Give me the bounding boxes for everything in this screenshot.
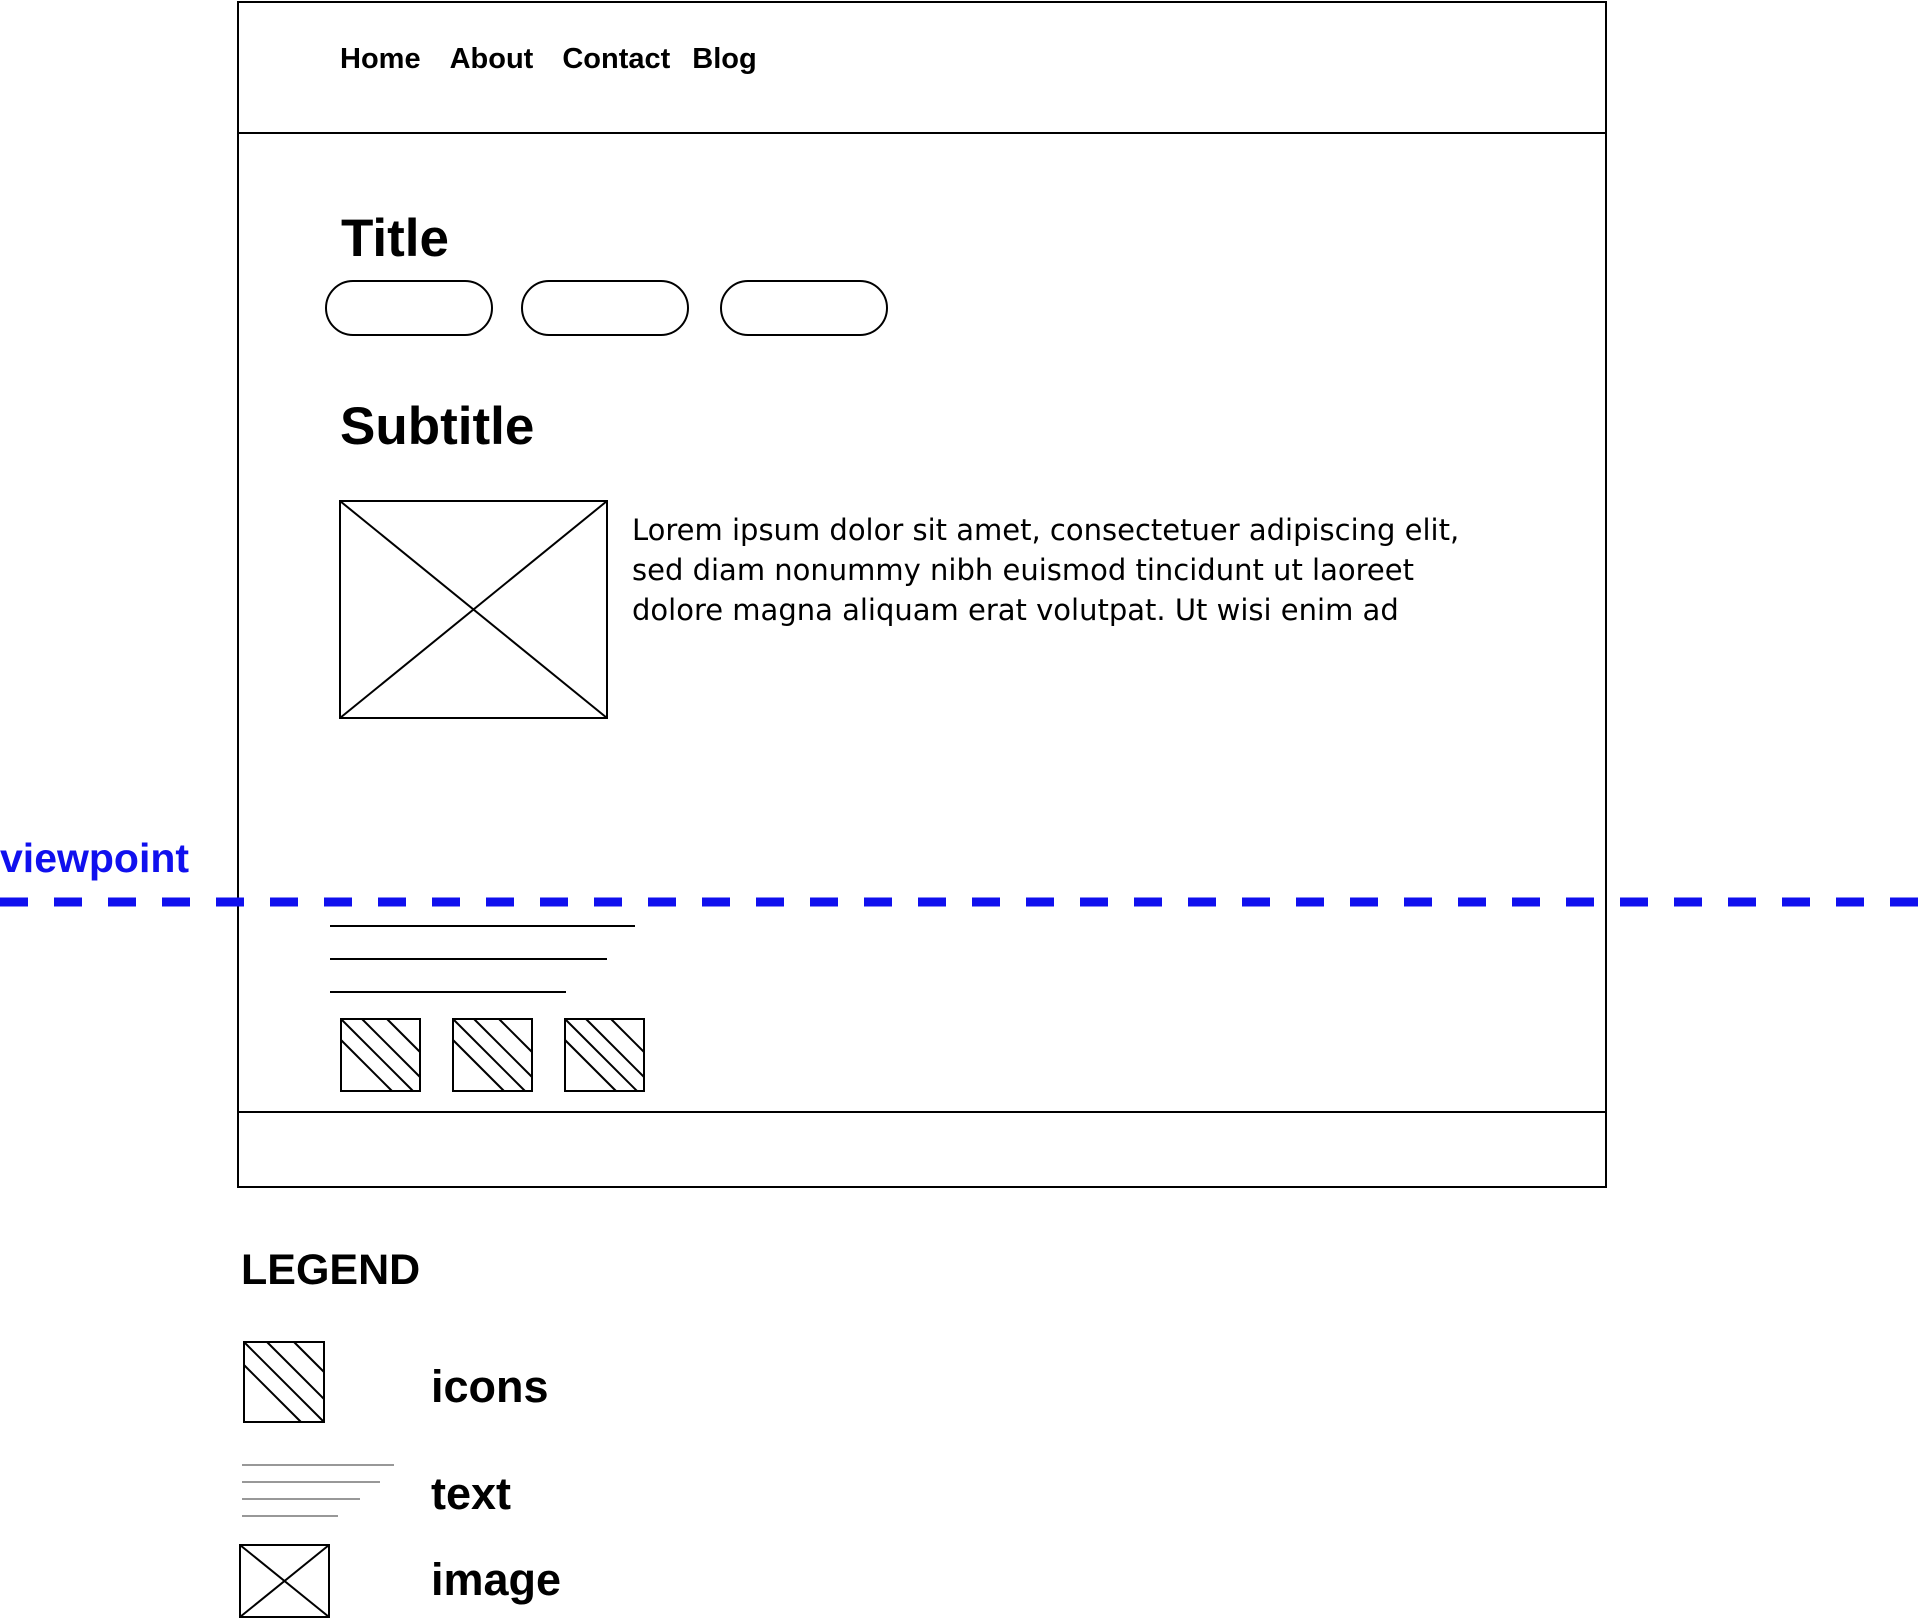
legend-hatched-square-icon	[243, 1341, 325, 1423]
pill-button-3[interactable]	[720, 280, 888, 336]
legend-label-text: text	[431, 1468, 512, 1519]
nav-item-home[interactable]: Home	[340, 43, 421, 75]
legend-label-icons: icons	[431, 1361, 549, 1412]
legend-label-image: image	[431, 1554, 562, 1605]
page-title: Title	[341, 209, 449, 268]
viewpoint-line	[0, 896, 1920, 908]
legend-title: LEGEND	[241, 1246, 421, 1294]
pill-button-2[interactable]	[521, 280, 689, 336]
legend-image-placeholder-icon	[239, 1544, 330, 1618]
nav-item-blog[interactable]: Blog	[692, 43, 757, 75]
hatched-icon-1	[340, 1018, 421, 1092]
nav-item-contact[interactable]: Contact	[562, 43, 671, 75]
hatched-icon-3	[564, 1018, 645, 1092]
footer-divider	[237, 1111, 1607, 1113]
legend-text-lines-icon	[242, 1460, 397, 1520]
pill-button-1[interactable]	[325, 280, 493, 336]
image-placeholder-icon	[339, 500, 608, 719]
nav-bar	[340, 43, 757, 76]
hatched-icon-2	[452, 1018, 533, 1092]
header-divider	[237, 132, 1607, 134]
text-lines-placeholder	[330, 920, 650, 995]
body-paragraph: Lorem ipsum dolor sit amet, consectetuer adipiscing elit, sed diam nonummy nibh euismod tincidunt ut laoreet dolore magna aliquam erat volutpat. Ut wisi enim ad	[632, 513, 1460, 627]
page-subtitle: Subtitle	[340, 397, 535, 456]
nav-item-about[interactable]: About	[449, 43, 534, 75]
viewpoint-label: viewpoint	[0, 835, 190, 881]
